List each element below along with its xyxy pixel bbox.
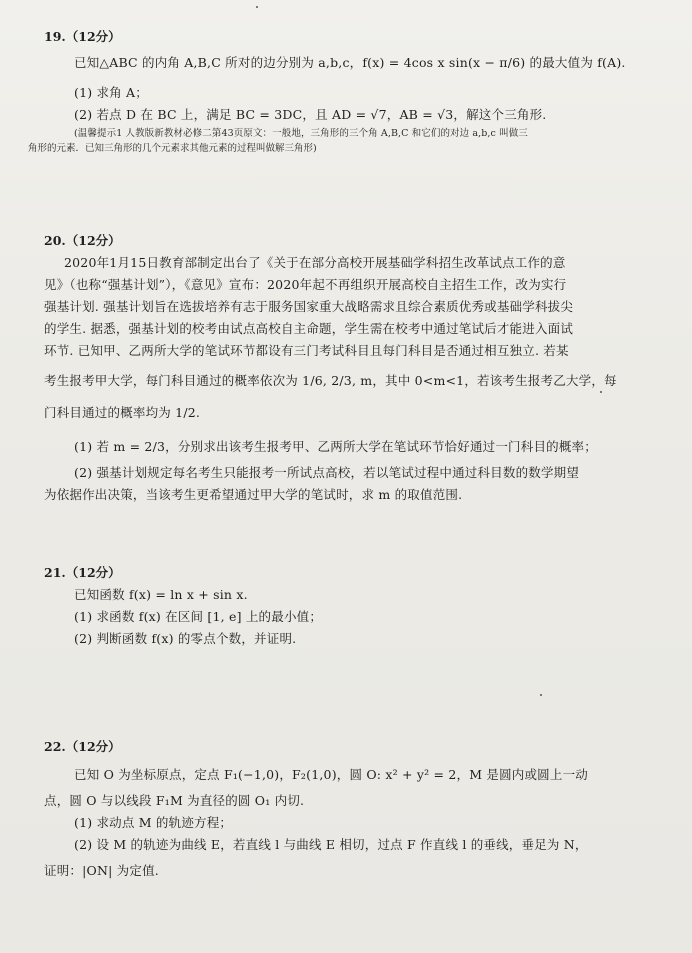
question-20-line-5: 环节. 已知甲、乙两所大学的笔试环节都设有三门考试科目且每门科目是否通过相互独立. 若某 — [44, 343, 569, 358]
question-22-stem-line-2: 点，圆 O 与以线段 F₁M 为直径的圆 O₁ 内切. — [44, 793, 305, 808]
question-21-stem: 已知函数 f(x) = ln x + sin x. — [74, 587, 248, 602]
question-20-line-4: 的学生. 据悉，强基计划的校考由试点高校自主命题，学生需在校考中通过笔试后才能进入面试 — [44, 321, 574, 336]
question-20 — [44, 230, 648, 506]
question-21-part-2: (2) 判断函数 f(x) 的零点个数，并证明. — [74, 631, 297, 646]
question-22-part-2: (2) 设 M 的轨迹为曲线 E，若直线 l 与曲线 E 相切，过点 F 作直线 l 的垂线，垂足为 N， — [74, 837, 588, 852]
question-20-part-1: (1) 若 m = 2/3，分别求出该考生报考甲、乙两所大学在笔试环节恰好通过一门科目的概率； — [74, 439, 597, 454]
question-20-line-1: 2020年1月15日教育部制定出台了《关于在部分高校开展基础学科招生改革试点工作的意 — [64, 255, 566, 270]
question-20-line-7: 门科目通过的概率均为 1/2. — [44, 405, 201, 420]
question-22 — [44, 736, 648, 882]
question-21 — [44, 562, 648, 650]
question-19-part-2: (2) 若点 D 在 BC 上，满足 BC = 3DC，且 AD = √7，AB = √3，解这个三角形. — [74, 107, 547, 122]
question-21-heading: 21.（12分） — [44, 565, 121, 580]
scan-speck — [256, 6, 258, 8]
question-19-hint-line-2: 角形的元素．已知三角形的几个元素求其他元素的过程叫做解三角形) — [28, 143, 317, 154]
question-19-hint-line-1: (温馨提示1 人教版新教材必修二第43页原文：一般地，三角形的三个角 A,B,C 和它们的对边 a,b,c 叫做三 — [74, 128, 528, 139]
question-22-stem-line-1: 已知 O 为坐标原点，定点 F₁(−1,0)，F₂(1,0)，圆 O: x² + y² = 2，M 是圆内或圆上一动 — [74, 767, 588, 782]
question-20-line-6: 考生报考甲大学，每门科目通过的概率依次为 1/6, 2/3, m，其中 0<m<1，若该考生报考乙大学，每 — [44, 373, 617, 388]
question-22-part-1: (1) 求动点 M 的轨迹方程； — [74, 815, 233, 830]
scan-speck — [540, 694, 542, 696]
question-21-part-1: (1) 求函数 f(x) 在区间 [1, e] 上的最小值； — [74, 609, 323, 624]
question-20-part-2-line-2: 为依据作出决策，当该考生更希望通过甲大学的笔试时，求 m 的取值范围. — [44, 487, 463, 502]
question-19 — [28, 26, 648, 156]
question-19-heading: 19.（12分） — [44, 29, 121, 44]
question-22-conclusion: 证明：|ON| 为定值. — [44, 863, 159, 878]
question-19-part-1: (1) 求角 A； — [74, 85, 148, 100]
question-20-part-2-line-1: (2) 强基计划规定每名考生只能报考一所试点高校，若以笔试过程中通过科目数的数学期望 — [74, 465, 580, 480]
question-20-line-2: 见》（也称“强基计划”），《意见》宣布：2020年起不再组织开展高校自主招生工作，改为实行 — [44, 277, 567, 292]
question-19-stem: 已知△ABC 的内角 A,B,C 所对的边分别为 a,b,c，f(x) = 4cos x sin(x − π/6) 的最大值为 f(A). — [74, 55, 626, 70]
question-20-heading: 20.（12分） — [44, 233, 121, 248]
question-20-line-3: 强基计划. 强基计划旨在选拔培养有志于服务国家重大战略需求且综合素质优秀或基础学科拔尖 — [44, 299, 574, 314]
question-22-heading: 22.（12分） — [44, 739, 121, 754]
